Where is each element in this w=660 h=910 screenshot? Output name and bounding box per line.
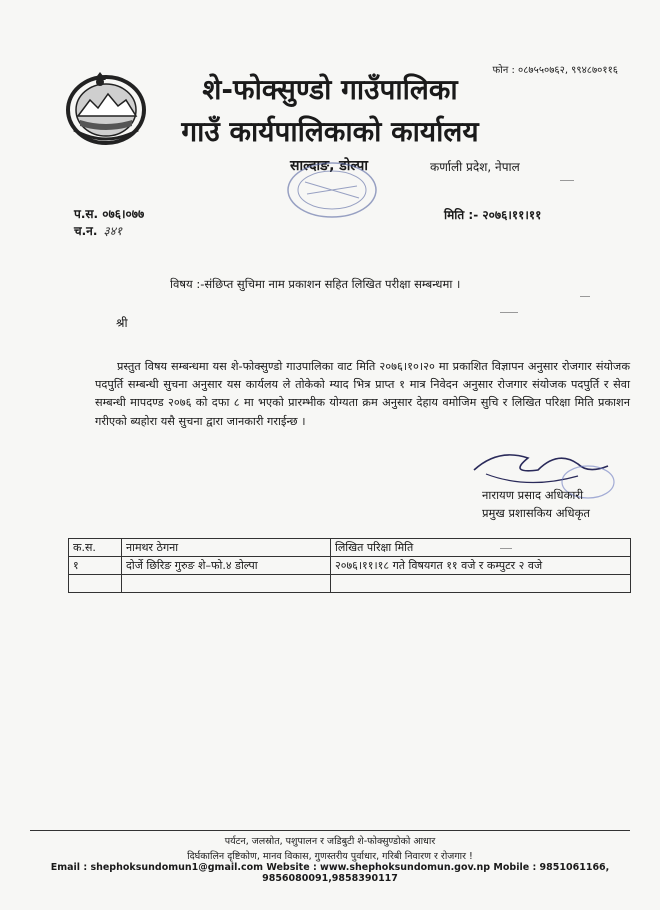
footer-divider xyxy=(30,830,630,831)
letter-body: प्रस्तुत विषय सम्बन्धमा यस शे-फोक्सुण्डो गाउपालिका वाट मिति २०७६।१०।२० मा प्रकाशित विज्ञापन अनुसार रोजगार संयोजक पदपुर्ति सम्बन्धी सुचना अनुसार यस कार्यलय ले तोकेको म्याद भित्र प्राप्त १ मात्र निवेदन अनुसार रोजगार संयोजक पदपुर्ति र सेवा सम्बन्धी मापदण्ड २०७६ को दफा ८ मा भएको प्रारम्भीक योग्यता क्रम अनुसार देहाय वमोजिम सुचि र लिखित परिक्षा मिति प्रकाशन गरीएको ब्यहोरा यसै सुचना द्वारा जानकारी गराईन्छ । xyxy=(95,360,630,428)
footer-contact: Email : shephoksundomun1@gmail.com Website : www.shephoksundomun.gov.np Mobile : 9851061166, 9856080091,9858390117 xyxy=(50,862,610,884)
scan-speck xyxy=(500,548,512,549)
letter-date: मिति :- २०७६।११।११ xyxy=(444,208,542,222)
office-title: गाउँ कार्यपालिकाको कार्यालय xyxy=(181,115,479,148)
signer-role: प्रमुख प्रशासकिय अधिकृत xyxy=(482,506,590,520)
table-row xyxy=(69,557,631,575)
scan-speck xyxy=(580,296,590,297)
footer-motto: पर्यटन, जलस्रोत, पशुपालन र जडिबुटी शे-फोक्सुण्डोको आधार xyxy=(224,836,436,847)
cell-exam-date xyxy=(331,575,631,593)
cell-exam-date: २०७६।११।१८ गते विषयगत ११ वजे र कम्पुटर २ वजे xyxy=(331,557,631,575)
office-location: साल्दाङ, डोल्पा xyxy=(290,158,368,174)
salutation: श्री xyxy=(116,316,128,330)
office-round-stamp-icon xyxy=(285,160,380,220)
dispatch-number xyxy=(74,222,122,239)
header-name-address: नामथर ठेगना xyxy=(122,539,331,557)
candidate-table xyxy=(68,538,631,593)
province-name: कर्णाली प्रदेश, नेपाल xyxy=(430,160,520,174)
scan-speck xyxy=(560,180,574,181)
cell-serial xyxy=(69,575,122,593)
phone-number: फोन : ०८७५५०७६२, ९९४८७०११६ xyxy=(492,65,618,76)
cell-serial: १ xyxy=(69,557,122,575)
scan-speck xyxy=(500,312,518,313)
dispatch-number-label: च.न. xyxy=(74,224,98,238)
dispatch-number-value: ३४१ xyxy=(103,224,123,238)
municipality-title: शे-फोक्सुण्डो गाउँपालिका xyxy=(202,73,458,106)
footer-vision: दिर्घकालिन दृष्टिकोण, मानव विकास, गुणस्तरीय पुर्वाधार, गरिबी निवारण र रोजगार ! xyxy=(187,851,473,862)
cell-name-address xyxy=(122,575,331,593)
table-row xyxy=(69,575,631,593)
signer-name: नारायण प्रसाद अधिकारी xyxy=(482,488,584,502)
cell-name-address: दोर्जे छिरिङ गुरुङ शे–फो.४ डोल्पा xyxy=(122,557,331,575)
header-exam-date: लिखित परिक्षा मिति xyxy=(331,539,631,557)
letter-subject: विषय :-संछिप्त सुचिमा नाम प्रकाशन सहित लिखित परीक्षा सम्बन्धमा । xyxy=(170,277,461,291)
header-serial: क.स. xyxy=(69,539,122,557)
table-header-row xyxy=(69,539,631,557)
reference-number: प.स. ०७६।०७७ xyxy=(74,207,145,221)
